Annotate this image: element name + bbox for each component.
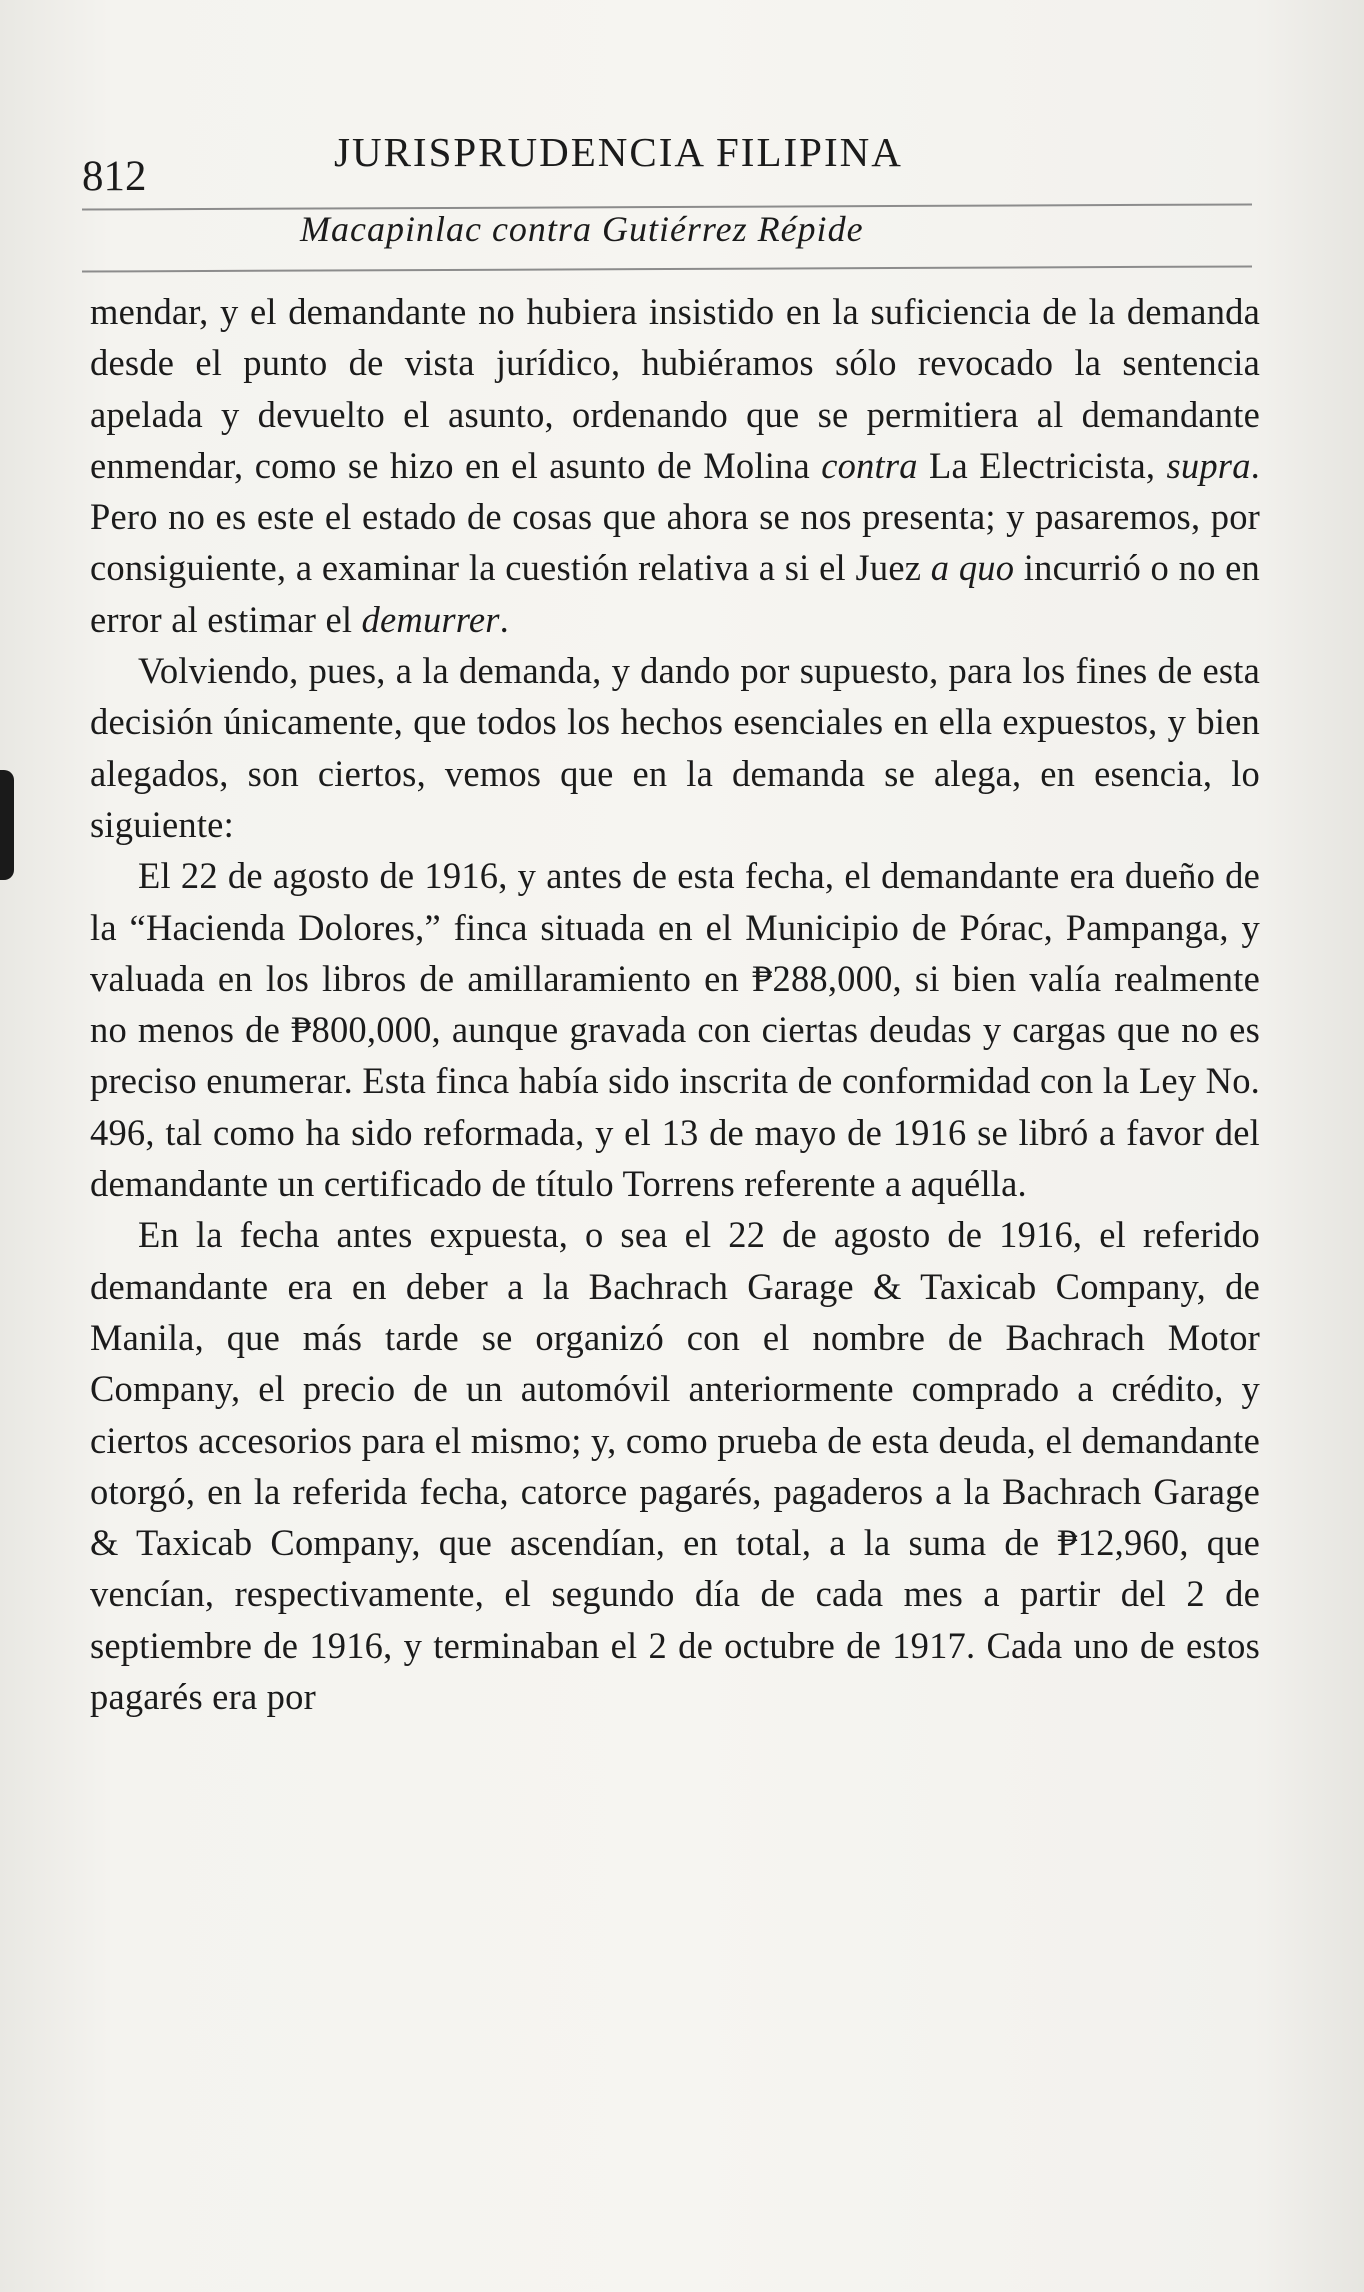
journal-title: JURISPRUDENCIA FILIPINA [334, 129, 903, 175]
text-run: . [499, 598, 509, 640]
paragraph-4: En la fecha antes expuesta, o sea el 22 de agosto de 1916, el referido demandante era en deber a la Bachrach Garage & Taxicab Company, de Manila, que más tarde se organizó con el nombre de Bachrach Motor Company, el precio de un automóvil anteriormente comprado a crédito, y ciertos accesorios para el mismo; y, como prueba de esta deuda, el demandante otorgó, en la referida fecha, catorce pagarés, pagaderos a la Bachrach Garage & Taxicab Company, que ascendían, en total, a la suma de ₱12,960, que vencían, respectivamente, el segundo día de cada mes a partir del 2 de septiembre de 1916, y terminaban el 2 de octubre de 1917. Cada uno de estos pagarés era por [90, 1214, 1260, 1718]
paragraph-3: El 22 de agosto de 1916, y antes de esta fecha, el demandante era dueño de la “Hacienda Dolores,” finca situada en el Municipio de Pórac, Pampanga, y valuada en los libros de amillaramiento en ₱288,000, si bien valía realmente no menos de ₱800,000, aunque gravada con ciertas deudas y cargas que no es preciso enumerar. Esta finca había sido inscrita de conformidad con la Ley No. 496, tal como ha sido reformada, y el 13 de mayo de 1916 se libró a favor del demandante un certificado de título Torrens referente a aquélla. [90, 855, 1260, 1205]
text-run: incurrió o no en error al estimar el [90, 547, 1260, 640]
paragraph-1 [90, 286, 1260, 645]
case-title-rule [82, 265, 1252, 272]
italic-term: contra [821, 444, 918, 486]
page-number: 812 [82, 153, 147, 200]
italic-term: supra [1166, 444, 1251, 486]
paragraph-2: Volviendo, pues, a la demanda, y dando por supuesto, para los fines de esta decisión únicamente, que todos los hechos esenciales en ella expuestos, y bien alegados, son ciertos, vemos que en la demanda se alega, en esencia, lo siguiente: [90, 650, 1260, 845]
italic-term: demurrer [361, 598, 500, 640]
running-head [82, 118, 1252, 198]
case-title: Macapinlac contra Gutiérrez Répide [300, 209, 864, 249]
text-run: mendar, y el demandante no hubiera insistido en la suficiencia de la demanda desde el punto de vista jurídico, hubiéramos sólo revocado la sentencia apelada y devuelto el asunto, ordenando que se permitiera al demandante enmendar, como se hizo en el asunto de Molina [90, 291, 1260, 486]
binding-shadow [0, 770, 14, 880]
text-run: . Pero no es este el estado de cosas que ahora se nos presenta; y pasaremos, por consiguiente, a examinar la cuestión relativa a si el Juez [90, 444, 1260, 589]
body-text [90, 286, 1260, 1722]
text-run: La Electricista, [917, 444, 1167, 486]
italic-term: a quo [930, 547, 1015, 589]
